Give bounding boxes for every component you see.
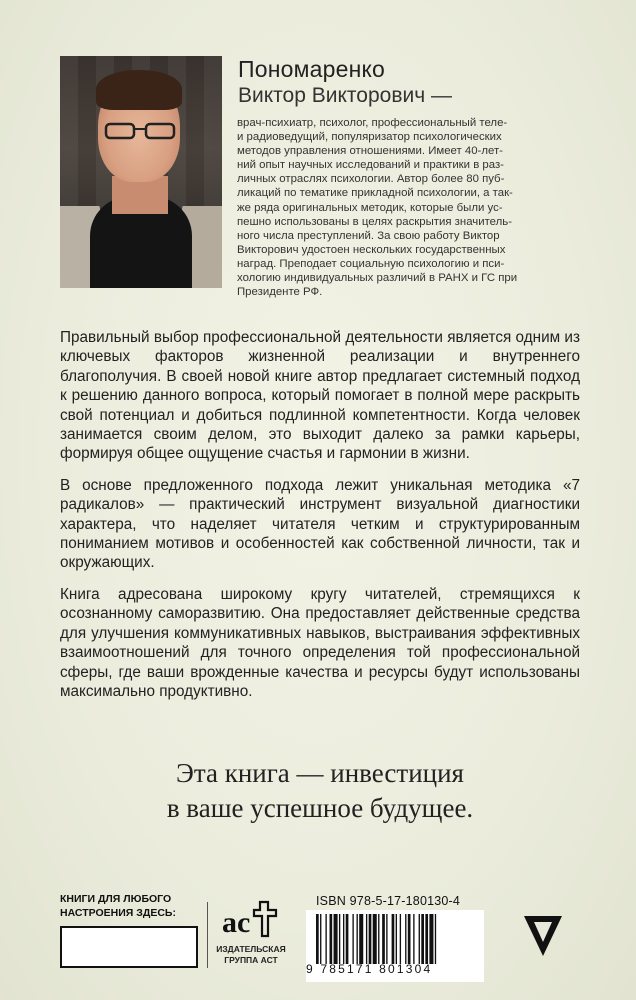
bio-line: ний опыт научных исследований и практики в раз- bbox=[237, 159, 504, 172]
barcode-bar bbox=[386, 914, 387, 964]
barcode-bar bbox=[357, 914, 358, 964]
barcode-bar bbox=[396, 914, 397, 964]
bio-line: врач-психиатр, психолог, профессиональный теле- bbox=[237, 117, 508, 129]
barcode-bar bbox=[352, 914, 353, 964]
ast-logo-icon bbox=[220, 896, 280, 940]
barcode-bar bbox=[421, 914, 424, 964]
barcode-bar bbox=[392, 914, 395, 964]
barcode-bar bbox=[334, 914, 338, 964]
author-bio bbox=[237, 116, 577, 299]
author-name-line: Виктор Викторович — bbox=[238, 84, 452, 107]
barcode-bar bbox=[419, 914, 420, 964]
bio-line: ного числа преступлений. За свою работу Виктор bbox=[237, 229, 500, 242]
barcode-bar bbox=[343, 914, 344, 964]
book-description bbox=[60, 328, 580, 713]
barcode-bar bbox=[320, 914, 321, 964]
bio-line: методов управления отношениями. Имеет 40-лет- bbox=[237, 145, 503, 158]
barcode-bar bbox=[425, 914, 428, 964]
tagline bbox=[60, 756, 580, 826]
author-surname: Пономаренко bbox=[238, 56, 386, 82]
isbn: ISBN 978-5-17-180130-4 bbox=[316, 894, 461, 908]
barcode-bar bbox=[366, 914, 367, 964]
barcode-bar bbox=[408, 914, 411, 964]
bio-line: наград. Преподает социальную психологию и пси- bbox=[237, 257, 505, 270]
barcode-digits: 9 785171 801304 bbox=[306, 962, 433, 976]
barcode-bar bbox=[346, 914, 349, 964]
bio-line: же ряда оригинальных методик, которые были ус- bbox=[237, 201, 503, 214]
publisher-label-line: ИЗДАТЕЛЬСКАЯ bbox=[216, 944, 286, 954]
publisher-label bbox=[212, 944, 290, 965]
barcode-bar bbox=[359, 914, 363, 964]
footer-divider bbox=[207, 902, 208, 968]
bio-line: личных отраслях психологии. Автор более 80 пуб- bbox=[237, 173, 505, 186]
bio-line: хологию индивидуальных различий в РАНХ и ГС при bbox=[237, 272, 518, 285]
bio-line: и радиоведущий, популяризатор психологических bbox=[237, 131, 502, 144]
barcode-bar bbox=[330, 914, 333, 964]
barcode-bar bbox=[325, 914, 326, 964]
bio-line: Викторович удостоен нескольких государственных bbox=[237, 243, 506, 256]
v-logo-icon bbox=[520, 910, 566, 960]
barcode-bar bbox=[413, 914, 414, 964]
description-paragraph: В основе предложенного подхода лежит уникальная методика «7 радикалов» — практический инструмент визуальной диагностики характера, что наделяет читателя четким и структурированным пониманием мотивов и особенностей как собственной личности, так и окружающих. bbox=[60, 476, 580, 572]
bio-line: ликаций по тематике прикладной психологии, а так- bbox=[237, 187, 513, 200]
description-paragraph: Правильный выбор профессиональной деятельности является одним из ключевых факторов жизненной реализации и внутреннего благополучия. В своей новой книге автор предлагает системный подход к решению данного вопроса, который помогает в полной мере раскрыть свой потенциал и добиться подлинной компетентности. Когда человек занимается своим делом, это выходит далеко за рамки карьеры, формируя общее ощущение счастья и гармонии в жизни. bbox=[60, 329, 580, 463]
publisher-label-line: ГРУППА АСТ bbox=[224, 954, 278, 965]
tagline-line: в ваше успешное будущее. bbox=[166, 793, 474, 823]
barcode-bar bbox=[400, 914, 401, 964]
barcode-bar bbox=[382, 914, 385, 964]
shop-label bbox=[60, 893, 205, 920]
bio-line: пешно использованы в целях раскрытия значитель- bbox=[237, 215, 512, 228]
shop-box bbox=[60, 926, 198, 968]
tagline-line: Эта книга — инвестиция bbox=[176, 758, 464, 788]
barcode-bar bbox=[429, 914, 433, 964]
barcode-bar bbox=[316, 914, 319, 964]
barcode-bar bbox=[405, 914, 406, 964]
barcode-bar bbox=[435, 914, 436, 964]
shop-label-line: НАСТРОЕНИЯ ЗДЕСЬ: bbox=[60, 906, 176, 919]
description-paragraph: Книга адресована широкому кругу читателей, стремящихся к осознанному саморазвитию. Она предоставляет действенные средства для улучшения коммуникативных навыков, выстраивания эффективных взаимоотношений для точного определения той профессиональной сферы, где ваши врожденные качества и ресурсы будут использованы максимально продуктивно. bbox=[60, 585, 580, 700]
barcode-bar bbox=[339, 914, 340, 964]
bio-line: Президенте РФ. bbox=[237, 286, 323, 299]
barcode-bar bbox=[373, 914, 377, 964]
barcode-bar bbox=[378, 914, 379, 964]
shop-label-line: КНИГИ ДЛЯ ЛЮБОГО bbox=[60, 893, 172, 905]
author-photo bbox=[60, 56, 222, 288]
barcode-bar bbox=[369, 914, 372, 964]
svg-text:ас: ас bbox=[222, 906, 251, 939]
